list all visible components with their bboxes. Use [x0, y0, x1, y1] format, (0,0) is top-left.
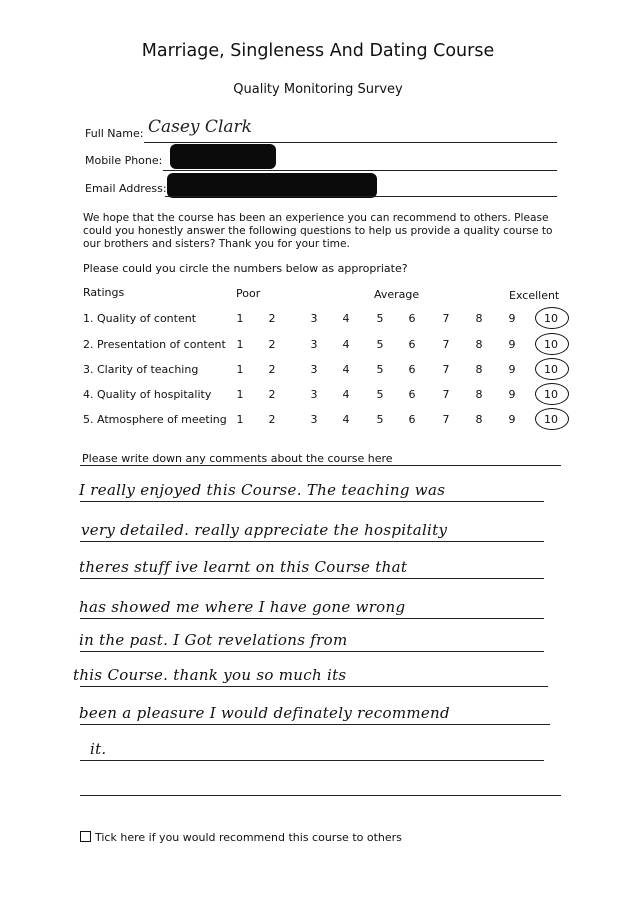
rating-option[interactable]: 8: [475, 363, 483, 376]
rating-option[interactable]: 10: [544, 413, 558, 426]
rating-selection-circle: [535, 358, 569, 380]
full-name-label: Full Name:: [85, 127, 144, 140]
rating-option[interactable]: 2: [268, 312, 276, 325]
rating-option[interactable]: 9: [508, 312, 516, 325]
rating-option[interactable]: 1: [236, 312, 244, 325]
instruction-text: Please could you circle the numbers below as appropriate?: [83, 262, 408, 275]
comment-rule: [80, 760, 544, 761]
rating-option[interactable]: 6: [408, 413, 416, 426]
scale-excellent-label: Excellent: [509, 289, 560, 302]
rating-option[interactable]: 9: [508, 363, 516, 376]
comment-rule: [80, 578, 544, 579]
ratings-header: Ratings: [83, 286, 125, 299]
handwritten-comment-line: in the past. I Got revelations from: [79, 631, 348, 649]
rating-selection-circle: [535, 383, 569, 405]
handwritten-comment-line: theres stuff ive learnt on this Course that: [79, 558, 408, 576]
email-address-label: Email Address:: [85, 182, 167, 195]
comment-rule: [80, 618, 544, 619]
scale-poor-label: Poor: [236, 287, 261, 300]
rating-option[interactable]: 6: [408, 363, 416, 376]
rating-option[interactable]: 2: [268, 363, 276, 376]
comments-prompt-rule: [80, 465, 561, 466]
rating-option[interactable]: 5: [376, 338, 384, 351]
recommend-checkbox[interactable]: [80, 831, 91, 842]
mobile-phone-line: [163, 170, 557, 171]
rating-option[interactable]: 3: [310, 363, 318, 376]
intro-paragraph: We hope that the course has been an experience you can recommend to others. Please could you honestly answer the following questions to help us provide a quality course to our brothers and sisters? Thank you for your time.: [83, 212, 553, 250]
comment-rule: [80, 541, 544, 542]
scale-average-label: Average: [374, 288, 420, 301]
comment-rule: [80, 651, 544, 652]
rating-option[interactable]: 10: [544, 312, 558, 325]
comment-rule: [80, 686, 548, 687]
rating-label: 5. Atmosphere of meeting: [83, 413, 227, 426]
rating-option[interactable]: 5: [376, 312, 384, 325]
rating-selection-circle: [535, 408, 569, 430]
rating-option[interactable]: 5: [376, 363, 384, 376]
rating-option[interactable]: 6: [408, 312, 416, 325]
rating-option[interactable]: 5: [376, 388, 384, 401]
rating-option[interactable]: 4: [342, 312, 350, 325]
rating-option[interactable]: 8: [475, 413, 483, 426]
comments-prompt: Please write down any comments about the course here: [82, 452, 393, 465]
rating-option[interactable]: 10: [544, 388, 558, 401]
handwritten-comment-line: very detailed. really appreciate the hospitality: [81, 521, 448, 539]
rating-selection-circle: [535, 307, 569, 329]
rating-option[interactable]: 3: [310, 413, 318, 426]
rating-label: 1. Quality of content: [83, 312, 197, 325]
rating-option[interactable]: 10: [544, 363, 558, 376]
rating-option[interactable]: 10: [544, 338, 558, 351]
rating-option[interactable]: 4: [342, 338, 350, 351]
rating-option[interactable]: 7: [442, 388, 450, 401]
handwritten-comment-line: has showed me where I have gone wrong: [79, 598, 406, 616]
rating-label: 2. Presentation of content: [83, 338, 226, 351]
handwritten-comment-line: I really enjoyed this Course. The teaching was: [79, 481, 446, 499]
comment-rule: [80, 501, 544, 502]
rating-option[interactable]: 2: [268, 388, 276, 401]
handwritten-comment-line: been a pleasure I would definately recommend: [79, 704, 450, 722]
form-subtitle: Quality Monitoring Survey: [233, 82, 403, 97]
rating-option[interactable]: 2: [268, 413, 276, 426]
rating-selection-circle: [535, 333, 569, 355]
rating-option[interactable]: 8: [475, 338, 483, 351]
rating-option[interactable]: 8: [475, 388, 483, 401]
rating-option[interactable]: 8: [475, 312, 483, 325]
rating-option[interactable]: 1: [236, 413, 244, 426]
comment-rule: [80, 724, 550, 725]
email-address-redaction: [167, 173, 377, 198]
recommend-label: Tick here if you would recommend this course to others: [95, 831, 402, 844]
form-title: Marriage, Singleness And Dating Course: [141, 41, 495, 61]
mobile-phone-redaction: [170, 144, 276, 169]
full-name-handwriting: Casey Clark: [148, 117, 252, 137]
rating-option[interactable]: 1: [236, 338, 244, 351]
rating-option[interactable]: 1: [236, 388, 244, 401]
rating-option[interactable]: 4: [342, 413, 350, 426]
rating-option[interactable]: 6: [408, 388, 416, 401]
rating-option[interactable]: 7: [442, 413, 450, 426]
rating-label: 3. Clarity of teaching: [83, 363, 199, 376]
rating-option[interactable]: 9: [508, 388, 516, 401]
rating-option[interactable]: 7: [442, 312, 450, 325]
rating-option[interactable]: 3: [310, 312, 318, 325]
handwritten-comment-line: it.: [90, 740, 107, 758]
rating-option[interactable]: 6: [408, 338, 416, 351]
rating-option[interactable]: 4: [342, 388, 350, 401]
rating-option[interactable]: 7: [442, 338, 450, 351]
rating-option[interactable]: 9: [508, 338, 516, 351]
rating-option[interactable]: 7: [442, 363, 450, 376]
rating-option[interactable]: 3: [310, 388, 318, 401]
rating-option[interactable]: 2: [268, 338, 276, 351]
rating-option[interactable]: 3: [310, 338, 318, 351]
rating-option[interactable]: 9: [508, 413, 516, 426]
email-address-line: [165, 196, 557, 197]
rating-option[interactable]: 4: [342, 363, 350, 376]
rating-option[interactable]: 5: [376, 413, 384, 426]
full-name-line: [144, 142, 557, 143]
mobile-phone-label: Mobile Phone:: [85, 154, 163, 167]
rating-label: 4. Quality of hospitality: [83, 388, 212, 401]
handwritten-comment-line: this Course. thank you so much its: [73, 666, 347, 684]
rating-option[interactable]: 1: [236, 363, 244, 376]
comment-rule: [80, 795, 561, 796]
